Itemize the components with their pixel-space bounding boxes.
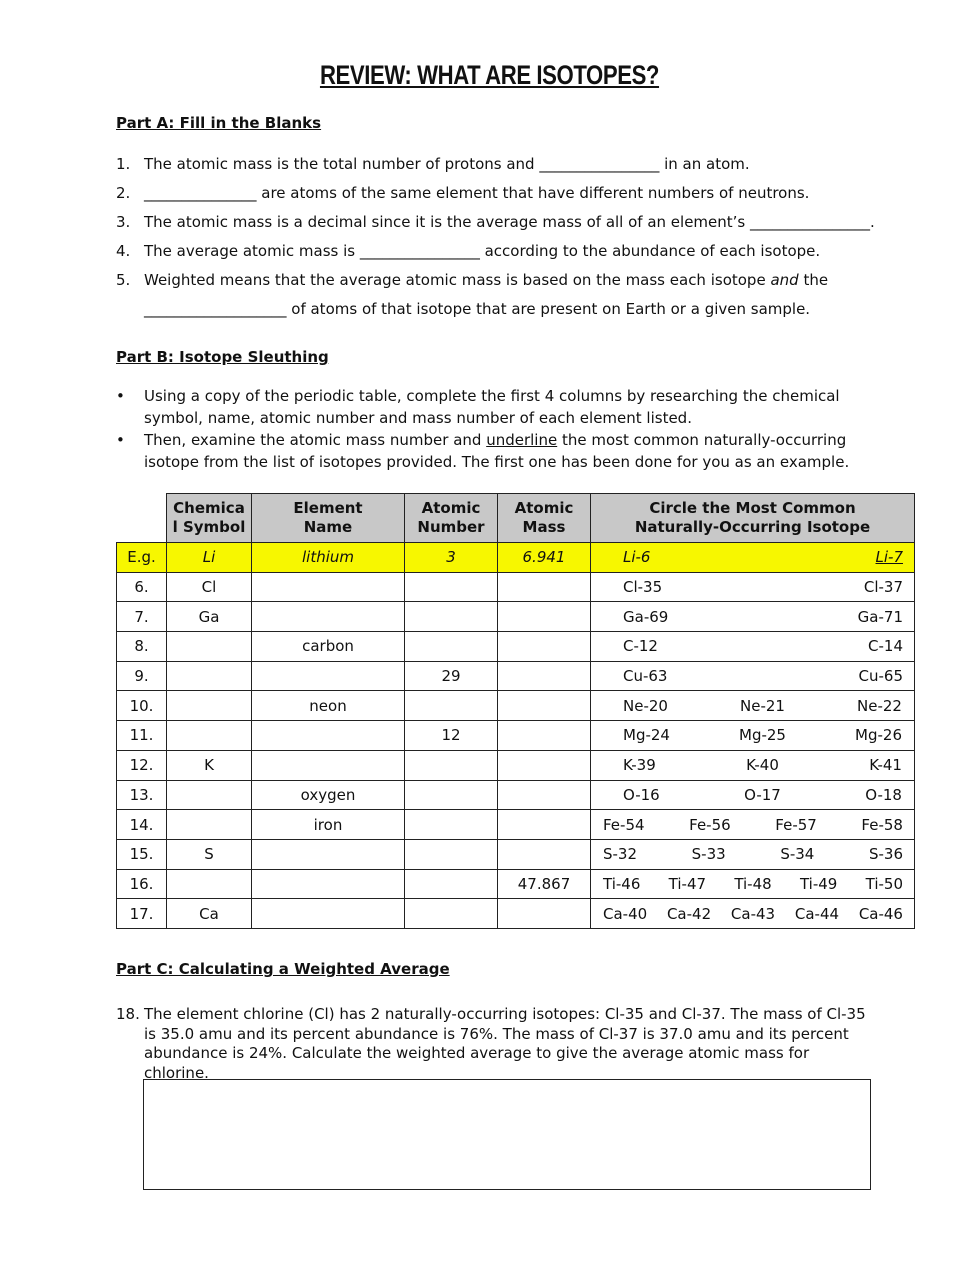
isotope-option[interactable]: Mg-26 bbox=[855, 726, 902, 745]
table-row bbox=[117, 691, 915, 721]
table-row bbox=[117, 750, 915, 780]
isotope-option[interactable]: Ne-21 bbox=[740, 696, 785, 715]
isotope-list bbox=[591, 697, 914, 715]
cell-name[interactable] bbox=[252, 572, 405, 602]
isotope-option[interactable]: Mg-24 bbox=[623, 726, 670, 745]
cell-number[interactable] bbox=[405, 839, 498, 869]
isotope-option[interactable]: Ca-44 bbox=[794, 904, 840, 923]
isotope-option[interactable]: S-36 bbox=[868, 845, 903, 864]
cell-mass[interactable] bbox=[498, 839, 591, 869]
row-label: 17. bbox=[117, 899, 167, 929]
isotope-option[interactable]: S-34 bbox=[780, 845, 815, 864]
table-row bbox=[117, 810, 915, 840]
cell-number[interactable] bbox=[405, 750, 498, 780]
instruction-bullet-2 bbox=[116, 429, 876, 473]
cell-symbol[interactable] bbox=[167, 810, 252, 840]
isotope-option[interactable]: Ca-46 bbox=[858, 904, 903, 923]
isotope-option[interactable]: Ti-48 bbox=[734, 874, 772, 893]
isotope-option[interactable]: Cl-35 bbox=[623, 578, 663, 597]
table-row bbox=[117, 899, 915, 929]
example-row bbox=[117, 543, 915, 573]
cell-name[interactable]: iron bbox=[252, 810, 405, 840]
instruction-bullet-1 bbox=[116, 385, 876, 429]
instruction-text: Using a copy of the periodic table, complete the first 4 columns by researching the chemical symbol, name, atomic number and mass number of each element listed. bbox=[144, 387, 840, 427]
isotope-option[interactable]: C-12 bbox=[623, 637, 658, 656]
question-1 bbox=[116, 155, 750, 173]
cell-isotopes bbox=[591, 899, 915, 929]
cell-number[interactable] bbox=[405, 572, 498, 602]
cell-symbol[interactable]: Cl bbox=[167, 572, 252, 602]
isotope-list bbox=[591, 667, 914, 685]
part-b-heading: Part B: Isotope Sleuthing bbox=[116, 348, 329, 366]
isotope-option[interactable]: Fe-57 bbox=[775, 815, 817, 834]
isotope-list bbox=[591, 548, 914, 566]
row-label: 12. bbox=[117, 750, 167, 780]
row-label: 8. bbox=[117, 632, 167, 662]
isotope-option[interactable]: S-32 bbox=[603, 845, 638, 864]
question-text: The atomic mass is the total number of protons and ________________ in an atom. bbox=[144, 155, 750, 173]
isotope-option[interactable]: S-33 bbox=[691, 845, 726, 864]
cell-name[interactable] bbox=[252, 721, 405, 751]
cell-symbol[interactable]: Ga bbox=[167, 602, 252, 632]
header-element-name: Element Name bbox=[252, 494, 405, 543]
cell-mass[interactable] bbox=[498, 632, 591, 662]
cell-symbol[interactable] bbox=[167, 869, 252, 899]
cell-mass[interactable] bbox=[498, 750, 591, 780]
cell-symbol[interactable] bbox=[167, 780, 252, 810]
isotope-option[interactable]: Fe-58 bbox=[861, 815, 903, 834]
isotope-option[interactable]: Ti-50 bbox=[865, 874, 903, 893]
header-isotope: Circle the Most Common Naturally-Occurring Isotope bbox=[591, 494, 915, 543]
cell-name: lithium bbox=[252, 543, 405, 573]
instruction-underlined-word: underline bbox=[486, 431, 558, 449]
cell-isotopes bbox=[591, 572, 915, 602]
part-c-heading: Part C: Calculating a Weighted Average bbox=[116, 960, 450, 978]
cell-name[interactable]: oxygen bbox=[252, 780, 405, 810]
cell-symbol[interactable]: S bbox=[167, 839, 252, 869]
cell-isotopes bbox=[591, 750, 915, 780]
cell-isotopes bbox=[591, 839, 915, 869]
isotope-option[interactable]: Ca-40 bbox=[603, 904, 648, 923]
isotope-option[interactable]: Ne-20 bbox=[623, 696, 668, 715]
question-number: 3. bbox=[116, 213, 131, 231]
isotope-list bbox=[591, 786, 914, 804]
cell-number[interactable] bbox=[405, 869, 498, 899]
cell-isotopes bbox=[591, 632, 915, 662]
cell-name[interactable] bbox=[252, 602, 405, 632]
isotope-option[interactable]: Ti-47 bbox=[668, 874, 707, 893]
header-atomic-mass: Atomic Mass bbox=[498, 494, 591, 543]
table-row bbox=[117, 869, 915, 899]
cell-isotopes bbox=[591, 691, 915, 721]
question-text-italic: and bbox=[770, 271, 799, 289]
isotope-option[interactable]: O-17 bbox=[744, 785, 781, 804]
cell-name[interactable]: neon bbox=[252, 691, 405, 721]
cell-name[interactable] bbox=[252, 661, 405, 691]
isotope-option[interactable]: Ca-43 bbox=[730, 904, 776, 923]
cell-name[interactable] bbox=[252, 869, 405, 899]
cell-number[interactable] bbox=[405, 810, 498, 840]
cell-number[interactable] bbox=[405, 899, 498, 929]
question-text: _______________ are atoms of the same element that have different numbers of neutrons. bbox=[144, 184, 810, 202]
question-text: The average atomic mass is ________________ according to the abundance of each isotope. bbox=[144, 242, 821, 260]
isotope-list bbox=[591, 608, 914, 626]
isotope-option[interactable]: Ti-46 bbox=[603, 874, 641, 893]
question-number: 18. bbox=[116, 1005, 140, 1023]
isotope-option[interactable]: C-14 bbox=[868, 637, 903, 656]
question-number: 5. bbox=[116, 271, 131, 289]
instruction-text bbox=[144, 429, 876, 473]
table-row bbox=[117, 632, 915, 662]
isotope-option[interactable]: Ca-42 bbox=[666, 904, 712, 923]
cell-number[interactable] bbox=[405, 632, 498, 662]
question-text: The element chlorine (Cl) has 2 naturally-occurring isotopes: Cl-35 and Cl-37. The mass of Cl-35 is 35.0 amu and its percent abundance is 76%. The mass of Cl-37 is 37.0 amu and its percent abundance is 24%. Calculate the weighted average to give the average atomic mass for chlorine. bbox=[144, 1005, 866, 1082]
cell-number[interactable]: 12 bbox=[405, 721, 498, 751]
question-18 bbox=[116, 1005, 876, 1083]
cell-symbol[interactable]: Ca bbox=[167, 899, 252, 929]
answer-box[interactable] bbox=[143, 1079, 871, 1190]
question-text: the bbox=[798, 271, 829, 289]
row-label: 10. bbox=[117, 691, 167, 721]
cell-isotopes bbox=[591, 810, 915, 840]
header-atomic-number: Atomic Number bbox=[405, 494, 498, 543]
cell-mass[interactable] bbox=[498, 780, 591, 810]
cell-isotopes bbox=[591, 661, 915, 691]
cell-mass[interactable] bbox=[498, 810, 591, 840]
cell-mass[interactable] bbox=[498, 721, 591, 751]
cell-mass[interactable] bbox=[498, 572, 591, 602]
question-3 bbox=[116, 213, 875, 231]
cell-mass: 6.941 bbox=[498, 543, 591, 573]
row-label: 7. bbox=[117, 602, 167, 632]
isotope-option-underlined: Li-7 bbox=[875, 548, 903, 567]
cell-number[interactable]: 29 bbox=[405, 661, 498, 691]
cell-isotopes bbox=[591, 780, 915, 810]
row-label: 6. bbox=[117, 572, 167, 602]
table-row bbox=[117, 721, 915, 751]
cell-symbol[interactable]: K bbox=[167, 750, 252, 780]
isotope-option: Li-6 bbox=[623, 548, 651, 567]
cell-symbol: Li bbox=[167, 543, 252, 573]
isotope-list bbox=[591, 726, 914, 744]
isotope-option[interactable]: Cu-63 bbox=[623, 667, 668, 686]
cell-isotopes bbox=[591, 721, 915, 751]
cell-number[interactable] bbox=[405, 602, 498, 632]
row-label: E.g. bbox=[117, 543, 167, 573]
isotope-option[interactable]: O-16 bbox=[623, 785, 660, 804]
cell-symbol[interactable] bbox=[167, 721, 252, 751]
cell-mass[interactable] bbox=[498, 899, 591, 929]
cell-number[interactable] bbox=[405, 780, 498, 810]
cell-name[interactable] bbox=[252, 899, 405, 929]
isotope-option[interactable]: K-39 bbox=[623, 756, 656, 775]
isotope-list bbox=[591, 875, 914, 893]
question-text: The atomic mass is a decimal since it is the average mass of all of an element’s ________________. bbox=[144, 213, 875, 231]
header-chemical-symbol: Chemica l Symbol bbox=[167, 494, 252, 543]
header-blank-cell bbox=[117, 494, 167, 543]
isotope-option[interactable]: Fe-54 bbox=[603, 815, 645, 834]
table-row bbox=[117, 780, 915, 810]
cell-name[interactable]: carbon bbox=[252, 632, 405, 662]
cell-symbol[interactable] bbox=[167, 632, 252, 662]
cell-symbol[interactable] bbox=[167, 691, 252, 721]
cell-mass[interactable]: 47.867 bbox=[498, 869, 591, 899]
question-text: Weighted means that the average atomic mass is based on the mass each isotope bbox=[144, 271, 771, 289]
row-label: 16. bbox=[117, 869, 167, 899]
row-label: 9. bbox=[117, 661, 167, 691]
page-title: REVIEW: WHAT ARE ISOTOPES? bbox=[319, 60, 660, 90]
row-label: 11. bbox=[117, 721, 167, 751]
isotope-list bbox=[591, 816, 914, 834]
row-label: 13. bbox=[117, 780, 167, 810]
isotope-list bbox=[591, 578, 914, 596]
question-4 bbox=[116, 242, 820, 260]
instruction-text-part: the most common naturally-occurring isotope from the list of isotopes provided. The first one has been done for you as an example. bbox=[144, 431, 850, 471]
isotope-option[interactable]: Mg-25 bbox=[739, 726, 786, 745]
table-row bbox=[117, 602, 915, 632]
cell-isotopes bbox=[591, 602, 915, 632]
question-number: 2. bbox=[116, 184, 131, 202]
question-number: 4. bbox=[116, 242, 131, 260]
isotope-option[interactable]: Cl-37 bbox=[863, 578, 903, 597]
isotope-option[interactable]: O-18 bbox=[865, 785, 902, 804]
cell-mass[interactable] bbox=[498, 661, 591, 691]
row-label: 15. bbox=[117, 839, 167, 869]
cell-symbol[interactable] bbox=[167, 661, 252, 691]
isotope-list bbox=[591, 845, 914, 863]
bullet-icon: • bbox=[116, 431, 125, 449]
isotope-option[interactable]: K-40 bbox=[746, 756, 779, 775]
isotope-option[interactable]: Ga-71 bbox=[857, 607, 903, 626]
isotope-option[interactable]: Fe-56 bbox=[689, 815, 731, 834]
question-5-line2: ___________________ of atoms of that isotope that are present on Earth or a given sample. bbox=[144, 300, 811, 318]
table-row bbox=[117, 661, 915, 691]
cell-mass[interactable] bbox=[498, 691, 591, 721]
question-2 bbox=[116, 184, 809, 202]
isotope-option[interactable]: K-41 bbox=[869, 756, 902, 775]
isotope-option[interactable]: Cu-65 bbox=[858, 667, 903, 686]
instruction-text-part: Then, examine the atomic mass number and bbox=[144, 431, 487, 449]
cell-number[interactable] bbox=[405, 691, 498, 721]
isotope-list bbox=[591, 756, 914, 774]
isotope-option[interactable]: Ti-49 bbox=[799, 874, 838, 893]
part-a-heading: Part A: Fill in the Blanks bbox=[116, 114, 322, 132]
cell-name[interactable] bbox=[252, 750, 405, 780]
cell-mass[interactable] bbox=[498, 602, 591, 632]
row-label: 14. bbox=[117, 810, 167, 840]
isotope-list bbox=[591, 905, 914, 923]
question-5 bbox=[116, 271, 828, 289]
question-number: 1. bbox=[116, 155, 131, 173]
table-row bbox=[117, 839, 915, 869]
isotope-table bbox=[116, 493, 915, 929]
bullet-icon: • bbox=[116, 387, 125, 405]
table-row bbox=[117, 572, 915, 602]
table-header-row bbox=[117, 494, 915, 543]
isotope-option[interactable]: Ga-69 bbox=[623, 607, 669, 626]
isotope-option[interactable]: Ne-22 bbox=[857, 696, 902, 715]
isotope-list bbox=[591, 637, 914, 655]
cell-name[interactable] bbox=[252, 839, 405, 869]
cell-isotopes bbox=[591, 543, 915, 573]
cell-isotopes bbox=[591, 869, 915, 899]
cell-number: 3 bbox=[405, 543, 498, 573]
